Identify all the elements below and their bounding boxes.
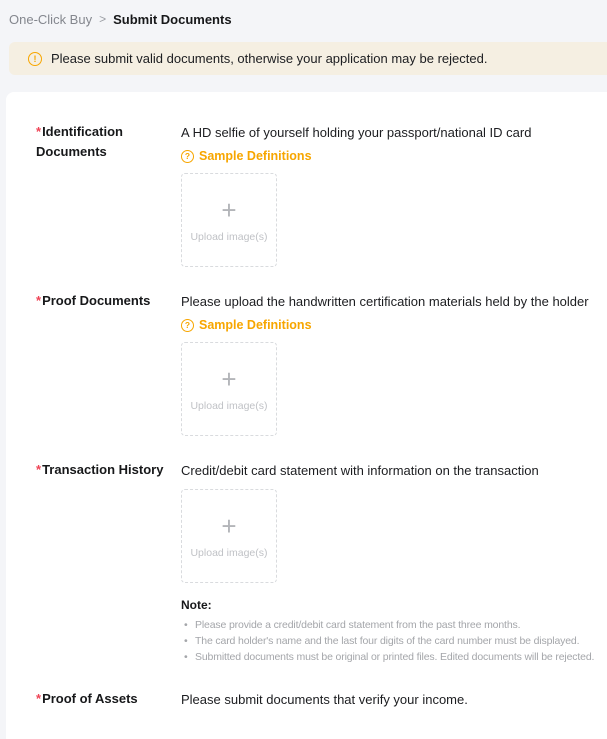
required-asterisk: * — [36, 691, 42, 706]
breadcrumb-current: Submit Documents — [113, 11, 232, 27]
plus-icon: + — [221, 194, 237, 225]
form-section-identification-documents — [36, 122, 607, 267]
field-label-transaction-history — [36, 460, 181, 665]
note-item: • Please provide a credit/debit card statement from the past three months. — [181, 617, 601, 633]
upload-label: Upload image(s) — [190, 546, 268, 559]
required-asterisk: * — [36, 462, 42, 477]
upload-dropzone-proof[interactable] — [181, 342, 277, 436]
form-section-proof-of-assets — [36, 689, 607, 710]
note-list — [181, 617, 601, 665]
field-label-proof-of-assets — [36, 689, 181, 710]
field-description: Please submit documents that verify your income. — [181, 692, 468, 707]
field-label-text: Transaction History — [42, 462, 164, 477]
required-asterisk: * — [36, 293, 42, 308]
plus-icon: + — [221, 510, 237, 541]
form-section-transaction-history — [36, 460, 607, 665]
field-label-proof-documents — [36, 291, 181, 436]
upload-label: Upload image(s) — [190, 399, 268, 412]
note-item: • Submitted documents must be original or printed files. Edited documents will be rejected. — [181, 649, 601, 665]
field-description: A HD selfie of yourself holding your passport/national ID card — [181, 125, 532, 140]
field-description: Please upload the handwritten certification materials held by the holder — [181, 294, 589, 309]
question-circle-icon: ? — [181, 319, 194, 332]
note-block — [181, 597, 601, 665]
chevron-right-icon: > — [99, 12, 107, 26]
field-label-text: Identification Documents — [36, 124, 123, 159]
note-title: Note: — [181, 598, 212, 612]
form-section-proof-documents — [36, 291, 607, 436]
sample-definitions-link[interactable] — [181, 147, 312, 165]
warning-banner — [9, 42, 607, 75]
upload-dropzone-transaction[interactable] — [181, 489, 277, 583]
sample-definitions-label: Sample Definitions — [199, 149, 312, 163]
field-label-identification-documents — [36, 122, 181, 267]
required-asterisk: * — [36, 124, 42, 139]
submit-documents-form — [6, 92, 607, 739]
field-label-text: Proof Documents — [42, 293, 151, 308]
breadcrumb — [0, 0, 607, 29]
sample-definitions-link[interactable] — [181, 316, 312, 334]
sample-definitions-label: Sample Definitions — [199, 318, 312, 332]
upload-label: Upload image(s) — [190, 230, 268, 243]
question-circle-icon: ? — [181, 150, 194, 163]
field-label-text: Proof of Assets — [42, 691, 138, 706]
field-description: Credit/debit card statement with information on the transaction — [181, 463, 539, 478]
breadcrumb-link-one-click-buy[interactable]: One-Click Buy — [9, 11, 93, 27]
plus-icon: + — [221, 363, 237, 394]
info-icon: ! — [28, 52, 42, 66]
warning-banner-text: Please submit valid documents, otherwise your application may be rejected. — [51, 51, 488, 66]
note-item: • The card holder's name and the last four digits of the card number must be displayed. — [181, 633, 601, 649]
upload-dropzone-identification[interactable] — [181, 173, 277, 267]
